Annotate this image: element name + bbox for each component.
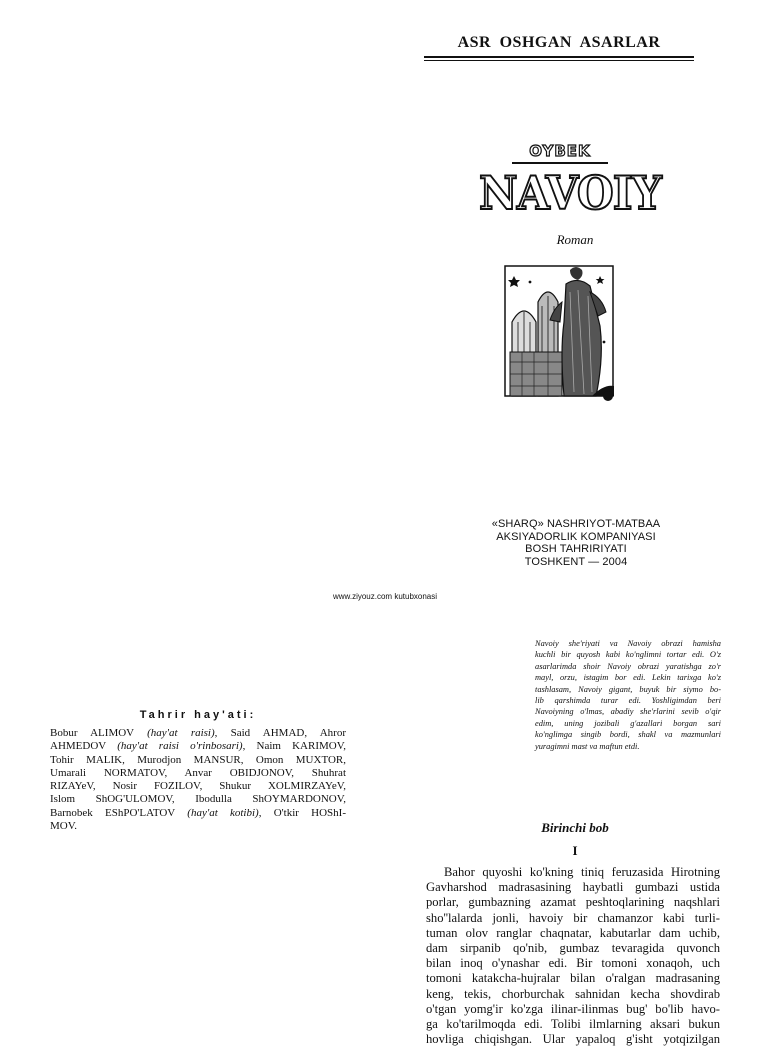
- body-line: Gavharshod madrasasining haybatli gumbazi ustida: [426, 880, 720, 895]
- editorial-role: (hay'at raisi o'rinbosari): [117, 740, 243, 753]
- publisher-line: TOSHKENT — 2004: [524, 555, 628, 568]
- editorial-board-line: [50, 727, 346, 740]
- editorial-board-line: [50, 780, 346, 793]
- editorial-names: Tohir MALIK, Murodjon MANSUR, Omon MUXTOR,: [50, 753, 346, 766]
- body-line: hovliga chiqishgan. Ular yapaloq g'isht yotqizilgan: [426, 1032, 720, 1047]
- chapter-body-text: [426, 865, 720, 1047]
- epigraph-line: ko'nglimga singib bordi, shakl va mazmunlari: [535, 730, 721, 740]
- epigraph-line: edim, uning jozibali g'azallari borgan sari: [535, 718, 721, 728]
- body-line: porlar, gumbazning azamat peshtoqlarining naqshlari: [426, 895, 720, 910]
- epigraph-line: tashlasam, Navoiy gigant, buyuk bir siymo bo-: [535, 684, 721, 694]
- epigraph-line: lib qarshimda turar edi. Yoshligimdan beri: [535, 696, 721, 706]
- series-title: ASR OSHGAN ASARLAR: [457, 34, 661, 51]
- body-line: Bahor quyoshi ko'kning tiniq feruzasida Hirotning: [444, 865, 720, 879]
- editorial-board-line: [50, 740, 346, 753]
- body-line: keng, tekis, chorburchak sahnidan kecha shovdirab: [426, 986, 720, 1001]
- editorial-board-line: [50, 807, 346, 820]
- publisher-line: AKSIYADORLIK KOMPANIYASI: [496, 530, 656, 543]
- editorial-names: , O'tkir HOShI-: [258, 806, 346, 819]
- editorial-names: AHMEDOV: [50, 740, 118, 753]
- source-url[interactable]: www.ziyouz.com kutubxonasi: [332, 592, 438, 601]
- editorial-board-members: [50, 727, 346, 833]
- editorial-board-line: [50, 793, 346, 806]
- epigraph-line: kuchli bir quyosh kabi ko'nglimni tortar edi. O'z: [535, 650, 721, 660]
- epigraph-line: Navoiyning o'lmas, abadiy she'rlarini sevib o'qir: [535, 707, 721, 717]
- editorial-names: Barnobek EShPO'LATOV: [50, 806, 188, 819]
- epigraph-line: mayl, orzu, istagim bor edi. Lekin tarixga ko'z: [535, 673, 721, 683]
- book-title: NAVOIY: [479, 166, 661, 220]
- series-rule-bottom: [424, 60, 694, 61]
- editorial-names: Umarali NORMATOV, Anvar OBIDJONOV, Shuhrat: [50, 766, 346, 779]
- epigraph-line: Navoiy she'riyati va Navoiy obrazi hamisha: [535, 639, 721, 648]
- publisher-info: [476, 518, 676, 568]
- body-line: tomoni katakcha-hujralar bilan o'ralgan madrasaning: [426, 971, 720, 986]
- editorial-names: Islom ShOG'ULOMOV, Ibodulla ShOYMARDONOV,: [50, 793, 346, 806]
- chapter-title: Birinchi bob: [541, 820, 609, 835]
- body-line: sho''lalarda jonli, havoiy bir chamanzor kabi turli-: [426, 910, 720, 925]
- epigraph-line: asarlarimda shoir Navoiy obrazi yaratishga zo'r: [535, 661, 721, 671]
- epigraph: [535, 638, 721, 752]
- body-line: tuman olov ranglar chaqnatar, kabutarlar dam uchib,: [426, 925, 720, 940]
- author-underline: [512, 162, 608, 164]
- editorial-role: (hay'at raisi): [147, 727, 215, 739]
- editorial-names: , Said AHMAD, Ahror: [214, 727, 346, 739]
- editorial-board-line: [50, 767, 346, 780]
- body-line: ga ko'tarilmoqda edi. Tolibi ilmlarning aksari bukun: [426, 1017, 720, 1032]
- epigraph-line: yuragimni mast va maftun etdi.: [535, 741, 640, 751]
- chapter-number: I: [572, 843, 578, 858]
- editorial-board-line: [50, 820, 346, 833]
- body-line: dam sirpanib qo'nib, gumbaz tevaragida quvonch: [426, 941, 720, 956]
- editorial-names: Bobur ALIMOV: [50, 727, 148, 739]
- editorial-names: , Naim KARIMOV,: [242, 740, 346, 753]
- editorial-names: RIZAYeV, Nosir FOZILOV, Shukur XOLMIRZAYeV,: [50, 780, 346, 793]
- body-line: o'tgan yomg'ir ko'zga ilinar-ilinmas bug' bo'lib havo-: [426, 1001, 720, 1016]
- editorial-role: (hay'at kotibi): [187, 806, 259, 819]
- editorial-board-line: [50, 754, 346, 767]
- series-rule-top: [424, 56, 694, 58]
- publisher-line: BOSH TAHRIRIYATI: [525, 543, 627, 555]
- body-line: bilan inoq o'ynashar edi. Bir tomoni xonaqoh, uch: [426, 956, 720, 971]
- editorial-board-heading: Tahrir hay'ati:: [139, 709, 257, 721]
- genre-label: Roman: [556, 232, 594, 247]
- navoiy-illustration-icon: [504, 262, 616, 402]
- publisher-line: «SHARQ» NASHRIYOT-MATBAA: [491, 518, 661, 530]
- editorial-names: MOV.: [50, 820, 78, 833]
- author-name: OYBEK: [529, 142, 591, 160]
